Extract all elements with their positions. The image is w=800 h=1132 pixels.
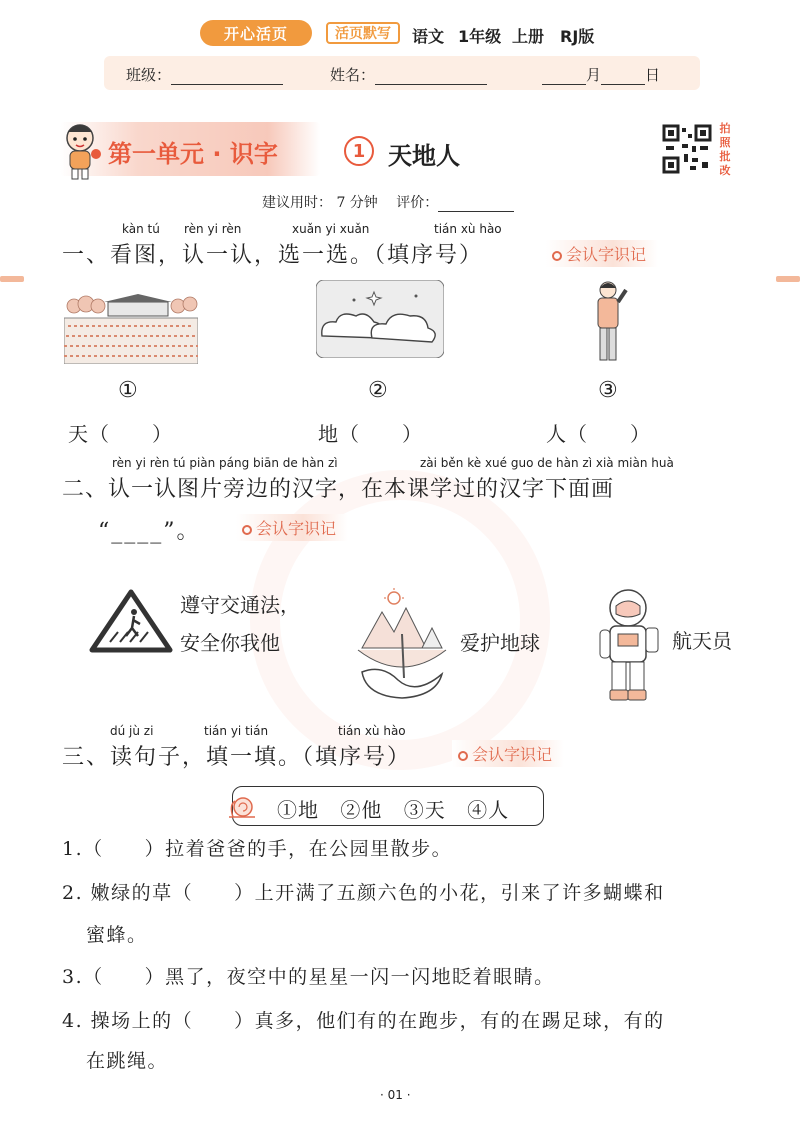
q3-text: 读句子，填一填。（填序号） xyxy=(110,745,412,770)
eval-label: 评价： xyxy=(396,195,439,211)
brand-logo xyxy=(200,20,312,46)
image-label-1: ① xyxy=(118,378,138,403)
grade-label: 1年级 xyxy=(458,27,502,46)
class-field[interactable] xyxy=(126,64,283,85)
day-label: 日 xyxy=(645,66,661,84)
options-box xyxy=(232,786,544,826)
q1-title xyxy=(62,238,483,269)
q2-tag-text: 会认字识记 xyxy=(256,519,337,538)
subject-label: 语文 xyxy=(412,27,445,46)
q1-pinyin-2: rèn yi rèn xyxy=(184,222,242,236)
q3-pinyin-3: tián xù hào xyxy=(338,724,406,738)
mascot-icon xyxy=(56,120,106,182)
q2-text-astronaut: 航天员 xyxy=(672,629,732,653)
date-field[interactable] xyxy=(542,64,660,85)
brand-logo-text: 开心活页 xyxy=(223,24,288,43)
image-label-3: ③ xyxy=(598,378,618,403)
q1-pinyin-3: xuǎn yi xuǎn xyxy=(292,222,370,236)
q2-pinyin-2: zài běn kè xué guo de hàn zì xià miàn huà xyxy=(420,456,674,470)
series-badge: 活页默写 xyxy=(326,22,400,44)
edition-label: RJ版 xyxy=(560,27,595,46)
answer-tian[interactable]: 天（ ） xyxy=(68,422,173,446)
sky-clouds-image xyxy=(316,280,444,358)
sentence-3[interactable]: 3.（ ）黑了，夜空中的星星一闪一闪地眨着眼睛。 xyxy=(62,966,555,988)
earth-protection-image xyxy=(352,588,452,704)
q1-number: 一、 xyxy=(62,243,111,268)
q3-number: 三、 xyxy=(62,745,111,770)
sentence-2[interactable]: 2. 嫩绿的草（ ）上开满了五颜六色的小花，引来了许多蝴蝶和 xyxy=(62,882,665,904)
snail-icon xyxy=(225,791,259,821)
q1-pinyin-1: kàn tú xyxy=(122,222,160,236)
unit-title: 第一单元 · 识字 xyxy=(108,140,278,168)
q3-tag xyxy=(452,740,564,767)
suggested-time xyxy=(262,192,514,212)
lesson-number-badge: 1 xyxy=(344,136,374,166)
sentence-1[interactable]: 1.（ ）拉着爸爸的手，在公园里散步。 xyxy=(62,838,453,860)
q1-pinyin-4: tián xù hào xyxy=(434,222,502,236)
volume-label: 上册 xyxy=(512,27,545,46)
lesson-title: 天地人 xyxy=(388,142,460,170)
astronaut-image xyxy=(596,586,666,704)
page-number: · 01 · xyxy=(380,1088,411,1102)
q3-pinyin-1: dú jù zi xyxy=(110,724,154,738)
q2-number: 二、 xyxy=(62,477,109,502)
answer-di[interactable]: 地（ ） xyxy=(318,422,423,446)
answer-ren[interactable]: 人（ ） xyxy=(546,422,651,446)
q1-tag-text: 会认字识记 xyxy=(566,245,647,264)
side-marker-left xyxy=(0,276,24,282)
tag-dot-icon xyxy=(242,525,252,535)
q3-tag-text: 会认字识记 xyxy=(472,745,553,764)
class-label: 班级： xyxy=(126,66,172,84)
sentence-2-cont: 蜜蜂。 xyxy=(86,924,148,946)
time-label: 建议用时： xyxy=(262,195,332,211)
q2-tag xyxy=(236,514,348,541)
student-info-bar xyxy=(104,56,700,90)
q1-tag xyxy=(546,240,658,267)
q2-text-earth: 爱护地球 xyxy=(460,631,540,655)
person-image xyxy=(584,278,634,368)
side-marker-right xyxy=(776,276,800,282)
q2-text-line2: “____”。 xyxy=(98,519,201,544)
q2-title xyxy=(62,472,614,503)
traffic-sign-image xyxy=(88,588,174,654)
time-value: 7 分钟 xyxy=(336,195,378,211)
tag-dot-icon xyxy=(552,251,562,261)
sentence-4-cont: 在跳绳。 xyxy=(86,1050,169,1072)
q2-pinyin-1: rèn yi rèn tú piàn páng biān de hàn zì xyxy=(112,456,338,470)
q2-text-traffic-1: 遵守交通法， xyxy=(180,593,300,617)
name-field[interactable] xyxy=(330,64,487,85)
qr-label: 拍照批改 xyxy=(719,122,731,177)
q2-text-traffic-2: 安全你我他 xyxy=(180,631,280,655)
options-list: ①地 ②他 ③天 ④人 xyxy=(277,798,510,822)
q3-title xyxy=(62,740,411,771)
tag-dot-icon xyxy=(458,751,468,761)
q2-text-line1: 认一认图片旁边的汉字，在本课学过的汉字下面画 xyxy=(108,477,615,502)
farmland-image xyxy=(64,292,198,364)
q3-pinyin-2: tián yi tián xyxy=(204,724,269,738)
qr-code-icon[interactable] xyxy=(662,124,712,174)
sentence-4[interactable]: 4. 操场上的（ ）真多，他们有的在跑步，有的在踢足球，有的 xyxy=(62,1010,665,1032)
q1-text: 看图，认一认，选一选。（填序号） xyxy=(110,243,484,268)
month-label: 月 xyxy=(586,66,602,84)
name-label: 姓名： xyxy=(330,66,376,84)
image-label-2: ② xyxy=(368,378,388,403)
